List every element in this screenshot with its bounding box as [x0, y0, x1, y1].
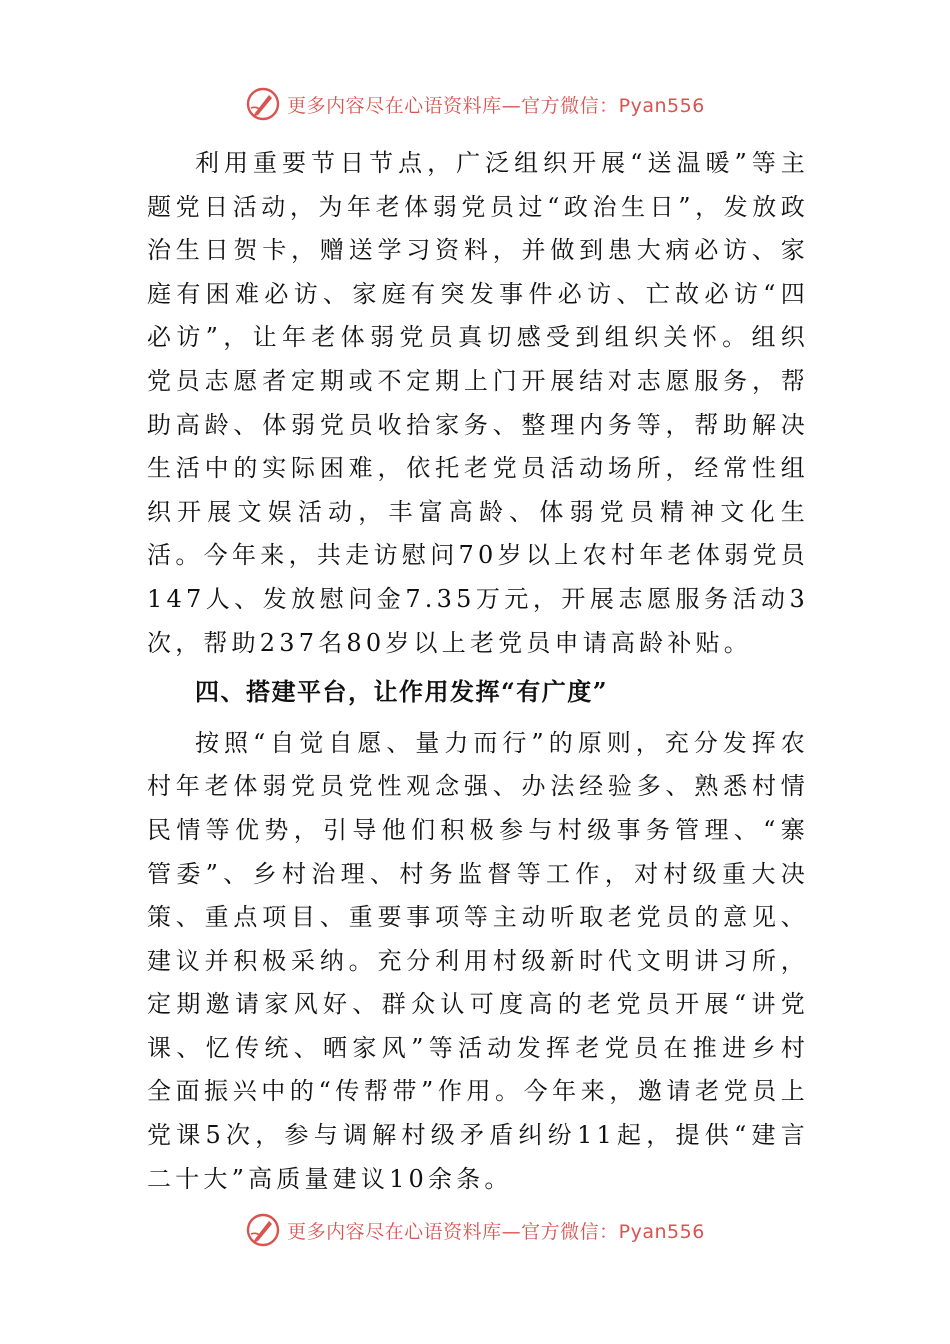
document-body [147, 142, 809, 1201]
watermark-text: 更多内容尽在心语资料库—官方微信：Pyan556 [287, 94, 705, 117]
pen-circle-logo-icon [245, 1212, 281, 1248]
paragraph-2: 按照“自觉自愿、量力而行”的原则，充分发挥农村年老体弱党员党性观念强、办法经验多、熟悉村情民情等优势，引导他们积极参与村级事务管理、“寨管委”、乡村治理、村务监督等工作，对村级重大决策、重点项目、重要事项等主动听取老党员的意见、建议并积极采纳。充分利用村级新时代文明讲习所，定期邀请家风好、群众认可度高的老党员开展“讲党课、忆传统、晒家风”等活动发挥老党员在推进乡村全面振兴中的“传帮带”作用。今年来，邀请老党员上党课5次，参与调解村级矛盾纠纷11起，提供“建言二十大”高质量建议10余条。 [147, 728, 809, 1193]
paragraph-1: 利用重要节日节点，广泛组织开展“送温暖”等主题党日活动，为年老体弱党员过“政治生日”，发放政治生日贺卡，赠送学习资料，并做到患大病必访、家庭有困难必访、家庭有突发事件必访、亡故必访“四必访”，让年老体弱党员真切感受到组织关怀。组织党员志愿者定期或不定期上门开展结对志愿服务，帮助高龄、体弱党员收拾家务、整理内务等，帮助解决生活中的实际困难，依托老党员活动场所，经常性组织开展文娱活动，丰富高龄、体弱党员精神文化生活。今年来，共走访慰问70岁以上农村年老体弱党员147人、发放慰问金7.35万元，开展志愿服务活动3次，帮助237名80岁以上老党员申请高龄补贴。 [147, 149, 809, 657]
pen-circle-logo-icon [245, 86, 281, 122]
section-heading-4: 四、搭建平台，让作用发挥“有广度” [195, 677, 609, 707]
footer-watermark [0, 1210, 950, 1250]
watermark-text: 更多内容尽在心语资料库—官方微信：Pyan556 [287, 1220, 705, 1243]
header-watermark [0, 84, 950, 124]
